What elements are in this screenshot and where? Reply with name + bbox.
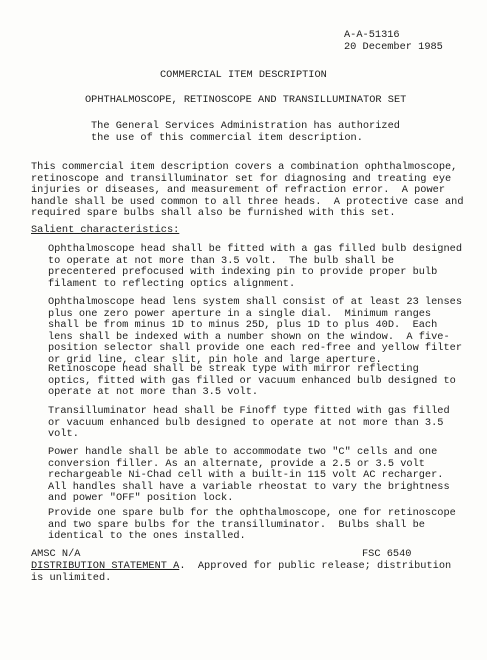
paragraph-retinoscope: Retinoscope head shall be streak type with mirror reflecting optics, fitted with gas filled or vacuum enhanced bulb designed to operate at not more than 3.5 volt.	[48, 363, 456, 399]
section-heading-text: Salient characteristics:	[31, 224, 180, 236]
fsc-code: FSC 6540	[362, 548, 412, 560]
distribution-label: DISTRIBUTION STATEMENT A	[31, 560, 180, 572]
authorization-statement: The General Services Administration has authorized the use of this commercial item description.	[91, 120, 400, 144]
item-title: OPHTHALMOSCOPE, RETINOSCOPE AND TRANSILLUMINATOR SET	[85, 94, 407, 106]
paragraph-power-handle: Power handle shall be able to accommodate two "C" cells and one conversion filler. As an alternate, provide a 2.5 or 3.5 volt rechargeable Ni-Chad cell with a built-in 115 volt AC recharger. All handles shall have a variable rheostat to vary the brightness and power "OFF" position lock.	[48, 446, 450, 505]
paragraph-lens-system: Ophthalmoscope head lens system shall consist of at least 23 lenses plus one zero power aperture in a single dial. Minimum ranges shall be from minus 1D to minus 25D, plus 1D to plus 40D. Each lens shall be indexed with a number shown on the window. A five- position selector shall provide one each red-free and yellow filter or grid line, clear slit, pin hole and large aperture.	[48, 296, 463, 366]
paragraph-spare-bulbs: Provide one spare bulb for the ophthalmoscope, one for retinoscope and two spare bulbs for the transilluminator. Bulbs shall be identical to the ones installed.	[48, 507, 456, 543]
amsc-code: AMSC N/A	[31, 548, 81, 560]
intro-paragraph: This commercial item description covers a combination ophthalmoscope, retinoscope and transilluminator set for diagnosing and treating eye injuries or diseases, and measurement of refraction error. A power handle shall be used common to all three heads. A protective case and required spare bulbs shall also be furnished with this set.	[31, 161, 464, 220]
document-date: 20 December 1985	[344, 40, 443, 53]
distribution-statement	[31, 561, 451, 584]
section-heading	[31, 225, 179, 237]
document-id: A-A-51316	[344, 29, 400, 41]
document-header	[344, 30, 443, 53]
paragraph-transilluminator: Transilluminator head shall be Finoff type fitted with gas filled or vacuum enhanced bulb designed to operate at not more than 3.5 volt.	[48, 405, 450, 441]
distribution-text: . Approved for public release; distribution is unlimited.	[31, 560, 452, 584]
document-type-title: COMMERCIAL ITEM DESCRIPTION	[160, 69, 327, 81]
paragraph-ophthalmoscope-bulb: Ophthalmoscope head shall be fitted with a gas filled bulb designed to operate at not more than 3.5 volt. The bulb shall be precentered prefocused with indexing pin to provide proper bulb filament to reflecting optics alignment.	[48, 243, 463, 290]
